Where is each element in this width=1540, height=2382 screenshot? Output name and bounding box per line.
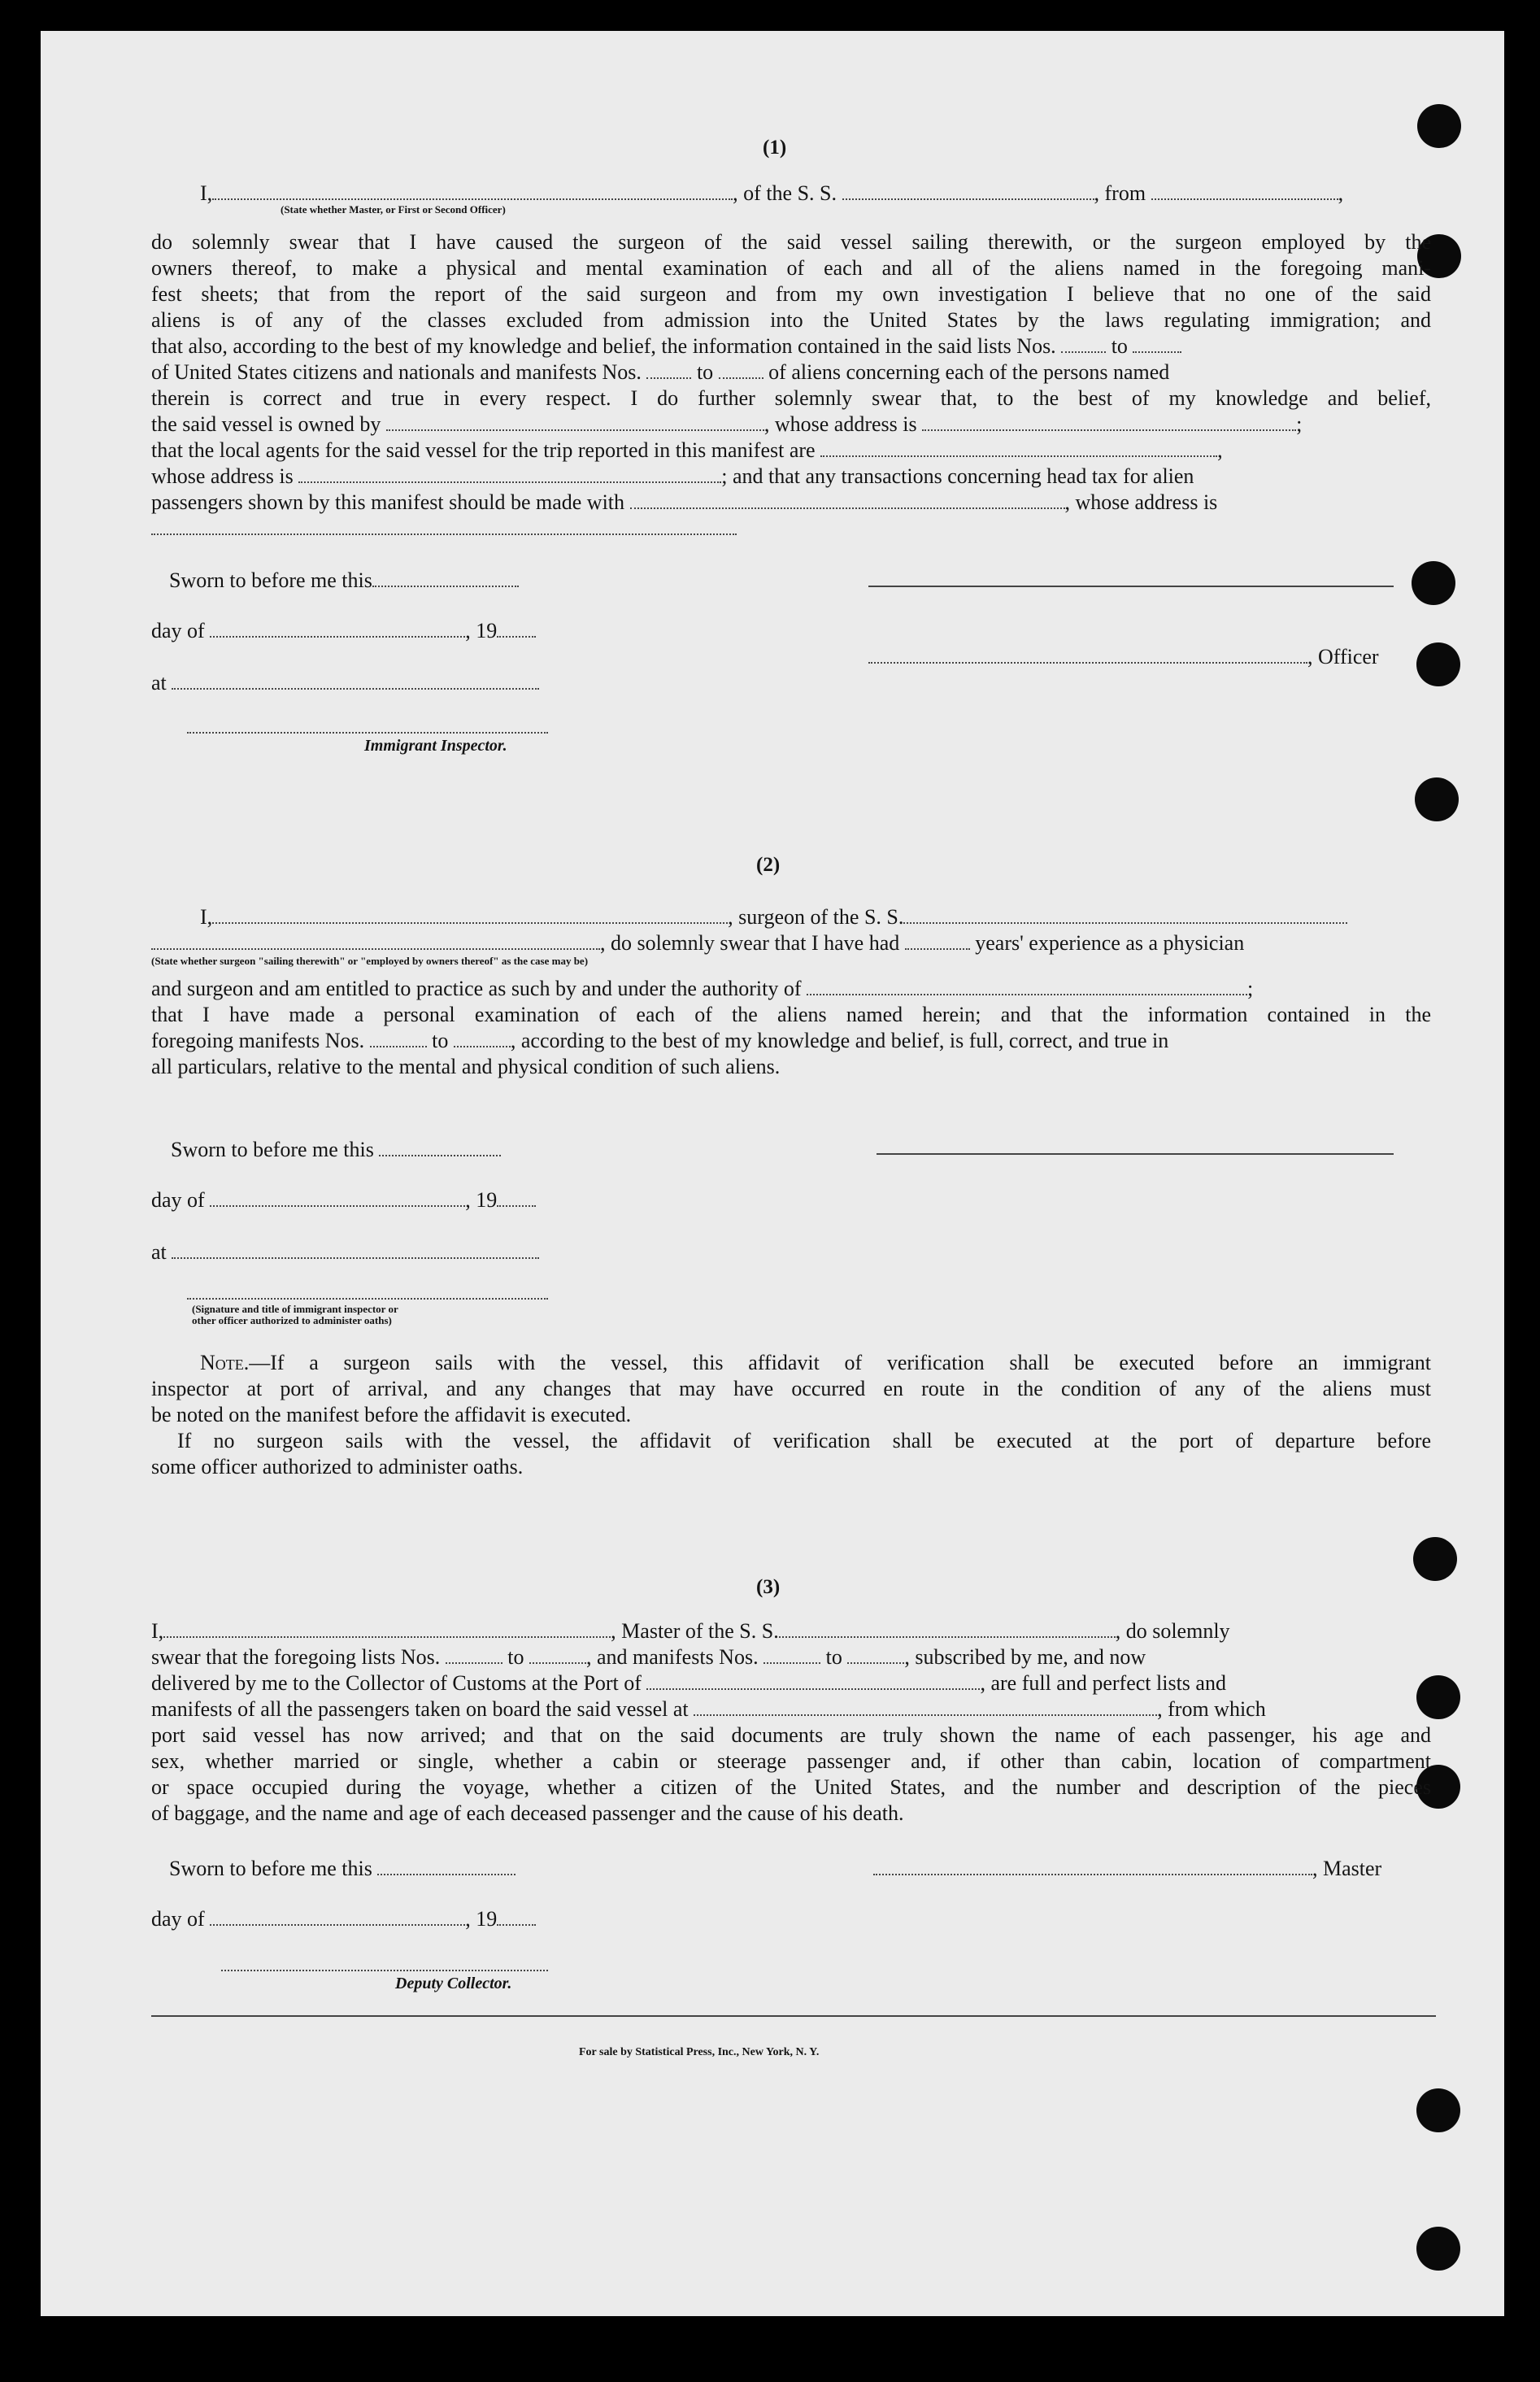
section-3-collector-label: Deputy Collector. — [395, 1975, 512, 1992]
section-1-line-4: fest sheets; that from the report of the said surgeon and from my own investigation I believe that no one of the said — [151, 282, 1431, 306]
section-2-signature-note-2: other officer authorized to administer oaths) — [192, 1314, 392, 1326]
section-1-line-3: owners thereof, to make a physical and mental examination of each and all of the aliens named in the foregoing mani- — [151, 256, 1431, 280]
section-3-sworn-line: Sworn to before me this — [169, 1856, 516, 1882]
section-3-collector-line — [221, 1970, 548, 1971]
section-1-line-5: aliens is of any of the classes excluded from admission into the United States by the laws regulating immigration; and — [151, 308, 1431, 332]
section-2-note-line-4: If no surgeon sails with the vessel, the affidavit of verification shall be executed at the port of departure before — [177, 1429, 1431, 1452]
section-1-signature-line — [868, 586, 1394, 587]
section-3-number: (3) — [756, 1576, 781, 1598]
section-2-note-line-2: inspector at port of arrival, and any changes that may have occurred en route in the condition of any of the aliens must — [151, 1377, 1431, 1400]
section-1-officer-line: , Officer — [868, 644, 1379, 670]
section-3-line-3: delivered by me to the Collector of Customs at the Port of , are full and perfect lists and — [151, 1671, 1226, 1695]
section-2-line-5: foregoing manifests Nos. to , according to the best of my knowledge and belief, is full, correct, and true in — [151, 1029, 1169, 1052]
section-1-line-11: whose address is ; and that any transactions concerning head tax for alien — [151, 464, 1194, 488]
section-2-note-line-5: some officer authorized to administer oaths. — [151, 1455, 524, 1478]
section-2-line-3: and surgeon and am entitled to practice as such by and under the authority of ; — [151, 977, 1254, 1000]
section-1-line-13 — [151, 516, 737, 542]
section-2-line-2: , do solemnly swear that I have had years' experience as a physician — [151, 930, 1244, 956]
section-1-number: (1) — [763, 137, 787, 159]
section-2-line-1: I, , surgeon of the S. S. — [200, 904, 1347, 930]
section-2-signature-line — [877, 1153, 1394, 1155]
section-1-line-2: do solemnly swear that I have caused the surgeon of the said vessel sailing therewith, or the surgeon employed by the — [151, 230, 1431, 254]
punch-hole — [1412, 561, 1455, 605]
section-2-line-4: that I have made a personal examination of each of the aliens named herein; and that the information contained in the — [151, 1003, 1431, 1026]
section-1-line-7: of United States citizens and nationals and manifests Nos. to of aliens concerning each of the persons named — [151, 360, 1170, 384]
punch-hole — [1416, 2088, 1460, 2132]
section-1-line-8: therein is correct and true in every respect. I do further solemnly swear that, to the best of my knowledge and belief, — [151, 386, 1431, 410]
punch-hole — [1415, 777, 1459, 821]
section-1-line-9: the said vessel is owned by , whose address is ; — [151, 412, 1303, 436]
section-1-line-1: I, , of the S. S. , from , — [200, 181, 1344, 205]
section-2-signature-dotted — [187, 1298, 548, 1300]
section-2-day-line: day of , 19 — [151, 1187, 536, 1213]
punch-hole — [1413, 1537, 1457, 1581]
section-2-surgeon-note: (State whether surgeon "sailing therewith" or "employed by owners thereof" as the case may be) — [151, 955, 589, 967]
section-2-note-line-3: be noted on the manifest before the affidavit is executed. — [151, 1403, 632, 1426]
footer-rule — [151, 2015, 1436, 2017]
footer-imprint: For sale by Statistical Press, Inc., New York, N. Y. — [579, 2046, 820, 2058]
section-2-signature-note-1: (Signature and title of immigrant inspector or — [192, 1303, 398, 1315]
section-2-note-line-1: Note.—If a surgeon sails with the vessel, this affidavit of verification shall be executed before an immigrant — [200, 1351, 1431, 1374]
punch-hole — [1416, 642, 1460, 686]
section-1-at-line: at — [151, 670, 539, 696]
section-1-sworn-line: Sworn to before me this — [169, 568, 519, 594]
section-2-sworn-line: Sworn to before me this — [171, 1137, 501, 1163]
section-3-line-4: manifests of all the passengers taken on board the said vessel at , from which — [151, 1697, 1266, 1721]
section-1-inspector-label: Immigrant Inspector. — [364, 737, 507, 755]
section-3-line-8: of baggage, and the name and age of each deceased passenger and the cause of his death. — [151, 1801, 904, 1825]
punch-hole — [1416, 1675, 1460, 1719]
section-1-inspector-line — [187, 732, 548, 734]
section-1-officer-note: (State whether Master, or First or Second Officer) — [281, 203, 506, 216]
punch-hole — [1416, 2227, 1460, 2271]
section-2-at-line: at — [151, 1239, 539, 1265]
section-1-line-12: passengers shown by this manifest should be made with , whose address is — [151, 490, 1218, 514]
section-3-line-2: swear that the foregoing lists Nos. to , and manifests Nos. to , subscribed by me, and now — [151, 1645, 1146, 1669]
punch-hole — [1417, 104, 1461, 148]
section-2-number: (2) — [756, 854, 781, 876]
section-3-line-5: port said vessel has now arrived; and that on the said documents are truly shown the name of each passenger, his age and — [151, 1723, 1431, 1747]
section-1-day-line: day of , 19 — [151, 618, 536, 644]
section-3-master-line: , Master — [873, 1856, 1381, 1882]
section-3-line-7: or space occupied during the voyage, whether a citizen of the United States, and the number and description of the pieces — [151, 1775, 1431, 1799]
section-2-line-6: all particulars, relative to the mental and physical condition of such aliens. — [151, 1055, 781, 1078]
section-3-day-line: day of , 19 — [151, 1906, 536, 1932]
section-1-line-6: that also, according to the best of my knowledge and belief, the information contained in the said lists Nos. to — [151, 333, 1181, 359]
section-3-line-6: sex, whether married or single, whether a cabin or steerage passenger and, if other than cabin, location of compartment — [151, 1749, 1431, 1773]
section-3-line-1: I, , Master of the S. S. , do solemnly — [151, 1619, 1230, 1643]
form-page — [41, 31, 1504, 2316]
section-1-line-10: that the local agents for the said vessel for the trip reported in this manifest are , — [151, 438, 1223, 462]
